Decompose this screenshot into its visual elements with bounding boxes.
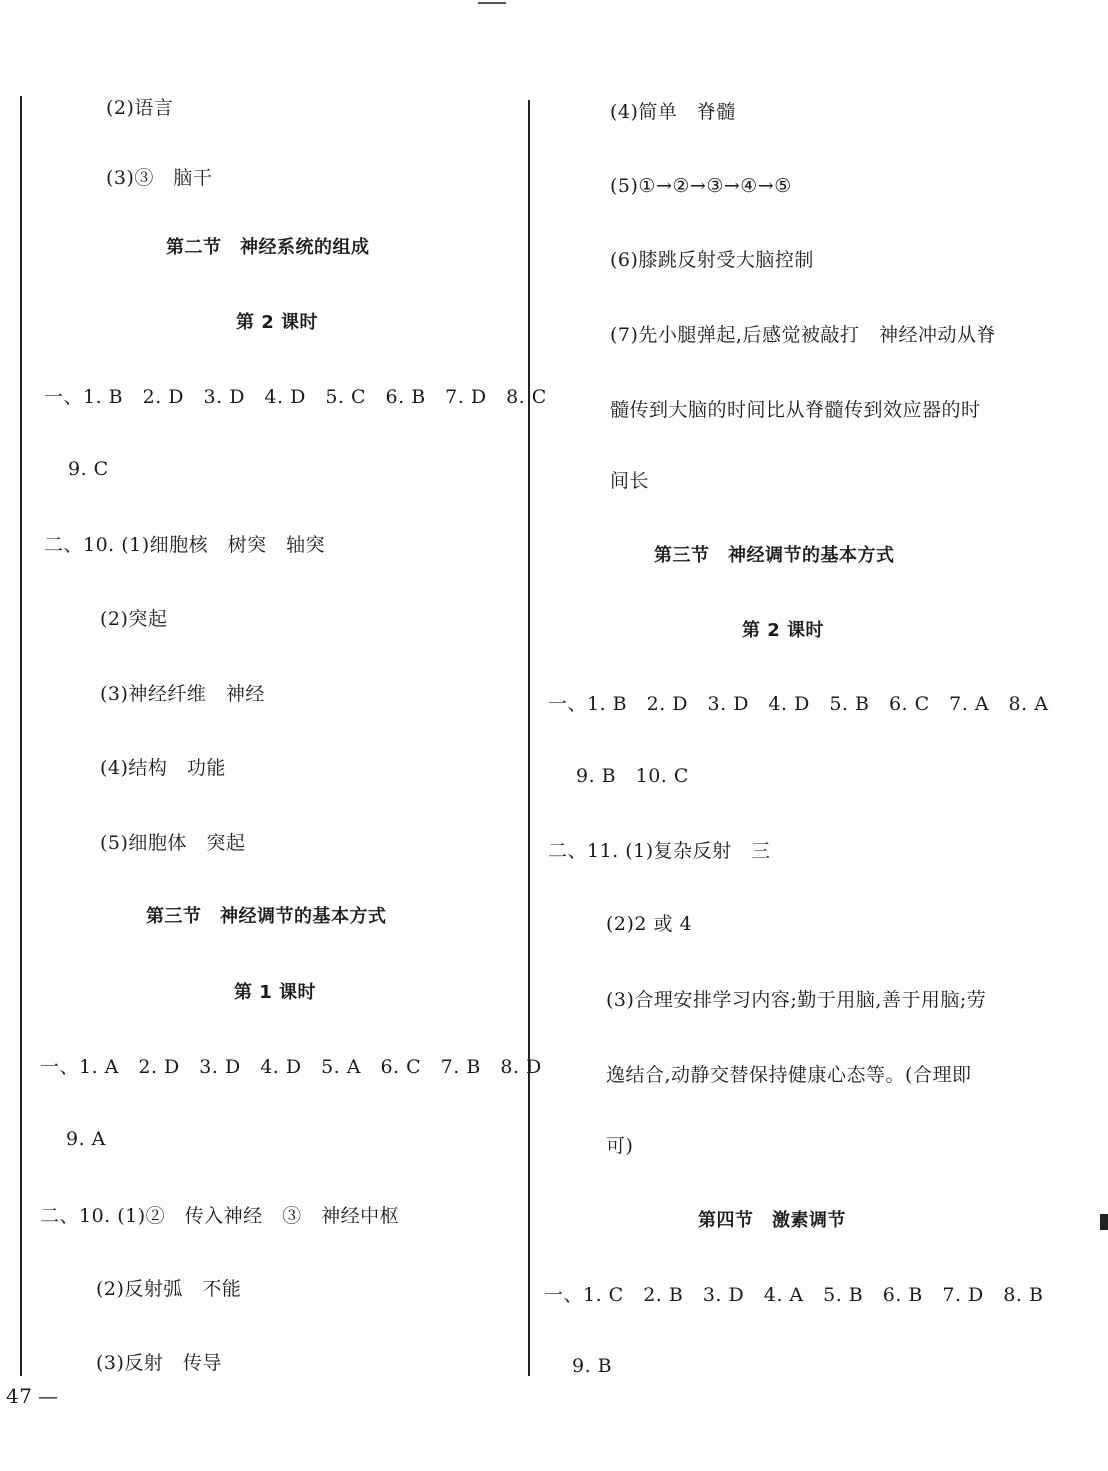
edge-mark bbox=[1100, 1214, 1108, 1230]
section-heading: 第二节 神经系统的组成 bbox=[166, 237, 370, 258]
left-line: (4)结构 功能 bbox=[100, 757, 226, 779]
right-line: 一、1. C 2. B 3. D 4. A 5. B 6. B 7. D 8. B bbox=[544, 1284, 1044, 1306]
right-line: 髓传到大脑的时间比从脊髓传到效应器的时 bbox=[610, 399, 981, 421]
section-heading: 第三节 神经调节的基本方式 bbox=[654, 545, 895, 566]
left-line: (5)细胞体 突起 bbox=[100, 832, 246, 854]
left-line: (2)突起 bbox=[100, 608, 168, 630]
left-line: (3)③ 脑干 bbox=[106, 167, 213, 189]
page-number: 47 bbox=[6, 1384, 33, 1408]
right-line: 间长 bbox=[610, 470, 650, 492]
lesson-heading: 第 2 课时 bbox=[236, 312, 319, 333]
column-divider bbox=[528, 100, 530, 1376]
page-number-dash: — bbox=[38, 1384, 59, 1408]
left-line: 二、10. (1)② 传入神经 ③ 神经中枢 bbox=[40, 1205, 400, 1227]
left-line: 二、10. (1)细胞核 树突 轴突 bbox=[44, 534, 326, 556]
left-line: 9. C bbox=[68, 458, 109, 480]
lesson-heading: 第 2 课时 bbox=[742, 620, 825, 641]
left-line: 一、1. B 2. D 3. D 4. D 5. C 6. B 7. D 8. C bbox=[44, 386, 547, 408]
lesson-heading: 第 1 课时 bbox=[234, 982, 317, 1003]
right-line: 二、11. (1)复杂反射 三 bbox=[548, 840, 771, 862]
left-line: (3)反射 传导 bbox=[96, 1352, 222, 1374]
right-line: 9. B 10. C bbox=[576, 765, 689, 787]
right-line: (3)合理安排学习内容;勤于用脑,善于用脑;劳 bbox=[606, 989, 987, 1011]
right-line: 逸结合,动静交替保持健康心态等。(合理即 bbox=[606, 1064, 972, 1086]
right-line: (5)①→②→③→④→⑤ bbox=[610, 175, 792, 197]
left-line: 9. A bbox=[66, 1128, 106, 1150]
right-line: 9. B bbox=[572, 1355, 613, 1377]
left-line: (3)神经纤维 神经 bbox=[100, 683, 265, 705]
section-heading: 第四节 激素调节 bbox=[698, 1210, 846, 1231]
left-line: 一、1. A 2. D 3. D 4. D 5. A 6. C 7. B 8. D bbox=[40, 1056, 542, 1078]
left-margin-rule bbox=[20, 96, 22, 1376]
right-line: (2)2 或 4 bbox=[606, 913, 693, 935]
right-line: 一、1. B 2. D 3. D 4. D 5. B 6. C 7. A 8. A bbox=[548, 693, 1049, 715]
right-line: (7)先小腿弹起,后感觉被敲打 神经冲动从脊 bbox=[610, 324, 996, 346]
top-center-mark bbox=[478, 2, 506, 4]
right-line: (4)简单 脊髓 bbox=[610, 101, 736, 123]
right-line: (6)膝跳反射受大脑控制 bbox=[610, 249, 814, 271]
left-line: (2)语言 bbox=[106, 97, 174, 119]
right-line: 可) bbox=[606, 1135, 634, 1157]
section-heading: 第三节 神经调节的基本方式 bbox=[146, 906, 387, 927]
left-line: (2)反射弧 不能 bbox=[96, 1278, 242, 1300]
